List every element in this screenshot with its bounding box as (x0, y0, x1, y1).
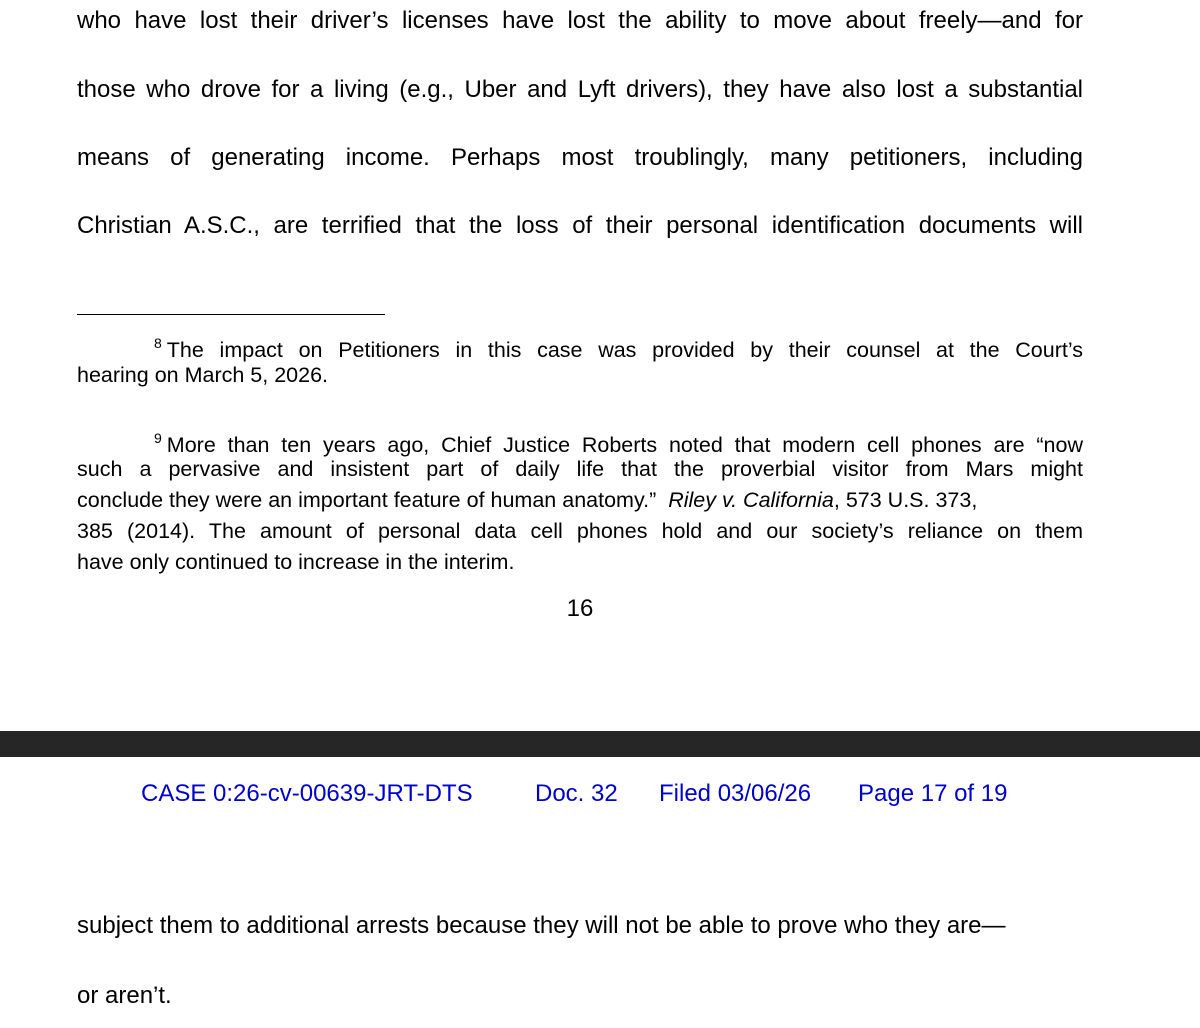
case-header (0, 778, 1200, 810)
footnote-9-quote-end: conclude they were an important feature of human anatomy.” (77, 488, 669, 512)
filed-date: Filed 03/06/26 (659, 780, 812, 807)
footnote-9-line-4: 385 (2014). The amount of personal data cell phones hold and our society’s reliance on them (77, 519, 1083, 543)
footnote-8-marker: 8 (154, 335, 162, 351)
case-number: CASE 0:26-cv-00639-JRT-DTS (141, 780, 473, 807)
footnote-8-line-1 (77, 330, 1083, 363)
body-text-line-4: Christian A.S.C., are terrified that the loss of their personal identification documents will (77, 212, 1083, 239)
body-text-line-1: who have lost their driver’s licenses have lost the ability to move about freely—and for (77, 7, 1083, 34)
footnote-9-marker: 9 (154, 430, 162, 446)
footnote-9-line-2: such a pervasive and insistent part of daily life that the proverbial visitor from Mars might (77, 457, 1083, 481)
next-page-text-line-1: subject them to additional arrests because they will not be able to prove who they are— (77, 912, 1006, 939)
footnote-9-line-3 (77, 487, 1083, 513)
case-citation-name: Riley v. California (668, 488, 834, 512)
document-number: Doc. 32 (535, 780, 618, 807)
footnote-8-line-2: hearing on March 5, 2026. (77, 363, 328, 387)
footnote-separator (77, 314, 385, 315)
page-break-bar (0, 731, 1200, 757)
next-page-text-line-2: or aren’t. (77, 982, 172, 1009)
page-count: Page 17 of 19 (858, 780, 1008, 807)
case-citation-reporter: , 573 U.S. 373, (833, 488, 978, 512)
body-text-line-3: means of generating income. Perhaps most troublingly, many petitioners, including (77, 144, 1083, 171)
footnote-9-line-1 (77, 425, 1083, 458)
footnote-9-line-5: have only continued to increase in the interim. (77, 550, 515, 574)
footnote-9-text: More than ten years ago, Chief Justice Roberts noted that modern cell phones are “now (166, 433, 1083, 457)
footnote-8-text: The impact on Petitioners in this case was provided by their counsel at the Court’s (166, 338, 1083, 362)
body-text-line-2: those who drove for a living (e.g., Uber and Lyft drivers), they have also lost a substantial (77, 76, 1083, 103)
page-number: 16 (566, 595, 594, 622)
